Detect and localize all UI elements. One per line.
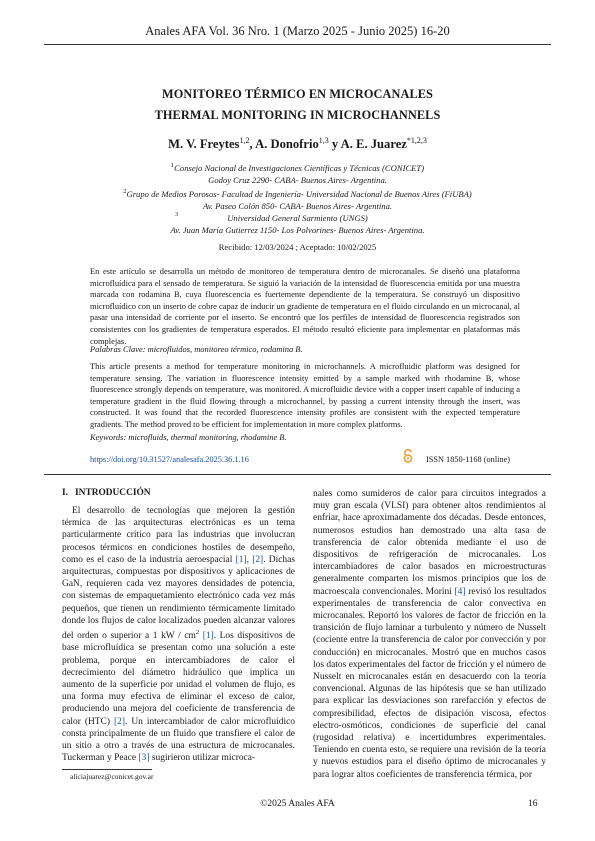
superscript: 2 xyxy=(195,629,200,637)
citation-link[interactable]: [4] xyxy=(454,586,466,597)
author-3: A. E. Juarez xyxy=(340,137,407,152)
author-2: A. Donofrio xyxy=(255,137,319,152)
author-separator: y xyxy=(328,137,341,152)
footnote-rule xyxy=(62,769,152,770)
affiliation-2 xyxy=(100,186,495,212)
body-right-column xyxy=(313,488,546,781)
citation-link[interactable]: [1] xyxy=(235,554,247,565)
intro-paragraph xyxy=(62,505,295,764)
title-en: THERMAL MONITORING IN MICROCHANNELS xyxy=(154,108,441,122)
keywords-en: Keywords: microfluids, thermal monitoring, rhodamine B. xyxy=(90,432,287,442)
text-run: sugirieron utilizar microca- xyxy=(149,753,256,764)
affiliation-address: Av. Paseo Colón 850- CABA- Buenos Aires- Argentina. xyxy=(202,200,393,211)
journal-header: Anales AFA Vol. 36 Nro. 1 (Marzo 2025 - Junio 2025) 16-20 xyxy=(145,24,450,38)
affiliation-address: Godoy Cruz 2290- CABA- Buenos Aires- Argentina. xyxy=(208,174,387,185)
affiliation-line: Grupo de Medios Porosos- Facultad de Ingeniería- Universidad Nacional de Buenos Aires (FiUBA) xyxy=(126,188,472,199)
abstract-es: En este artículo se desarrolla un método de monitoreo de temperatura dentro de microcanales. Se diseñó una plataforma microfluídica para el sensado de temperatura. Se siguió la variación de la intensidad de fluorescencia emitida por una muestra marcada con rodamina B, cuya fluorescencia es fuertemente dependiente de la temperatura. Se construyó un dispositivo microfluídico con un inserto de cobre capaz de inducir un gradiente de temperatura en el fluido circulando en un microcanal, al pasar una intensidad de corriente por el inserto. Se encontró que los perfiles de intensidad de fluorescencia registrados son consistentes con los gradientes de temperatura esperados. El método resultó eficiente para implementar en plataformas más complejas. xyxy=(90,266,520,346)
section-heading-introduction: I. INTRODUCCIÓN xyxy=(62,488,151,498)
affiliation-1 xyxy=(100,160,495,186)
doi-link[interactable]: https://doi.org/10.31527/analesafa.2025.36.1.16 xyxy=(90,455,249,464)
corresponding-author-email: aliciajuarez@conicet.gov.ar xyxy=(70,772,154,781)
affiliation-line: Universidad General Sarmiento (UNGS) xyxy=(227,213,368,223)
abstract-en: This article presents a method for temperature monitoring in microchannels. A microfluidic platform was designed for temperature sensing. The variation in fluorescence intensity emitted by a sample marked with rhodamine B, whose fluorescence strongly depends on temperature, was monitored. A microfluidic device with a copper insert capable of inducing a temperature gradient in the fluid flowing through a microchannel, by passing a current intensity through the insert, was constructed. It was found that the recorded fluorescence intensity profiles are consistent with the expected temperature gradients. The method proved to be efficient for implementation in more complex platforms. xyxy=(90,361,520,429)
text-run: revisó los resultados experimentales de transferencia de calor convectiva en microcanales. Reportó los valores de factor de fricción en la transición de flujo laminar a turbulento y número de Nusselt (cociente entre la transferencia de calor por convección y por conducción) en microcanales. Mostró que en muchos casos los datos experimentales del factor de fricción y el número de Nusselt en microcanales están en desacuerdo con la teoría convencional. Algunas de las hipótesis que se han utilizado para explicar las desviaciones son rarefacción y efectos de compresibilidad, efectos de disipación viscosa, efectos electro-osmóticos, condiciones de superficie del canal (rugosidad relativa) e incertidumbres experimentales. Teniendo en cuenta esto, se requiere una revisión de la teoría y nuevos estudios para el diseño óptimo de microcanales y para lograr altos coeficientes de transferencia térmica, por xyxy=(313,586,546,780)
page-number: 16 xyxy=(528,799,538,809)
citation-link[interactable]: [2] xyxy=(113,716,125,727)
title-es: MONITOREO TÉRMICO EN MICROCANALES xyxy=(161,87,433,101)
keywords-es: Palabras Clave: microfluidos, monitoreo térmico, rodamina B. xyxy=(90,344,303,354)
text-run: . Dichas arquitecturas, compuestas por dispositivos y aplicaciones de GaN, requieren cada vez mayores densidades de potencia, con sistemas de empaquetamiento electrónico cada vez más pequeños, que tienen un rendimiento térmicamente limitado donde los flujos de calor localizados pueden alcanzar valores del orden o superior a 1 kW / cm xyxy=(62,554,295,642)
text-run: El desarrollo de tecnologías que mejoren la gestión térmica de las arquitecturas electrónicas es un tema particularmente crítico para las industrias que involucran procesos térmicos en condiciones hostiles de desempeño, como es el caso de la industria aeroespacial xyxy=(62,506,295,565)
received-accepted-dates: Recibido: 12/03/2024 ; Aceptado: 10/02/2025 xyxy=(218,242,377,252)
abstract-rule xyxy=(44,474,551,475)
text-run: . Un intercambiador de calor microfluídico consta principalmente de un fluido que transfiere el calor de un sitio a otro a través de una estructura de microcanales. Tuckerman y Peace xyxy=(62,716,295,764)
affiliation-number: 2 xyxy=(123,188,127,195)
citation-link[interactable]: [1] xyxy=(202,631,214,642)
affiliation-number: 1 xyxy=(170,162,175,169)
page-footer: ©2025 Anales AFA xyxy=(260,799,335,809)
citation-link[interactable]: [2] xyxy=(252,554,264,565)
text-run: , xyxy=(246,554,253,565)
citation-link[interactable]: [3] xyxy=(138,753,150,764)
header-rule xyxy=(44,44,551,45)
author-3-affil: *1,2,3 xyxy=(406,136,427,145)
affiliation-address: Av. Juan María Gutierrez 1150- Los Polvorines- Buenos Aires- Argentina. xyxy=(170,225,425,235)
body-left-column xyxy=(62,505,295,764)
author-separator: , xyxy=(249,137,256,152)
author-1-affil: 1,2 xyxy=(239,136,250,145)
authors xyxy=(0,136,595,152)
affiliation-3 xyxy=(100,212,495,236)
intro-paragraph-continued xyxy=(313,488,546,781)
issn: ISSN 1850-1168 (online) xyxy=(426,455,511,464)
author-2-affil: 1,3 xyxy=(318,136,329,145)
text-run: . Los dispositivos de base microfluídica se presentan como una solución a este problema, porque en intercambiadores de calor el decrecimiento del diámetro hidráulico que implica un aumento de la superficie por unidad el volumen de flujo, es una forma muy efectiva de eliminar el exceso de calor, produciendo una mejora del coeficiente de transferencia de calor (HTC) xyxy=(62,631,295,727)
affiliation-line: Consejo Nacional de Investigaciones Científicas y Técnicas (CONICET) xyxy=(174,162,425,173)
affiliation-number: 3 xyxy=(175,211,179,218)
author-1: M. V. Freytes xyxy=(168,137,240,152)
text-run: nales como sumideros de calor para circuitos integrados a muy gran escala (VLSI) para obtener altos rendimientos al enfriar, hace aproximadamente dos décadas. Desde entonces, numerosos estudios han demostrado una alta tasa de transferencia de calor obtenida mediante el uso de dispositivos de refrigeración de microcanales. Los intercambiadores de calor basados en microestructuras generalmente comparten los mismos principios que los de macroescala convencionales. Morini xyxy=(313,489,546,597)
open-access-lock-icon xyxy=(402,449,414,463)
